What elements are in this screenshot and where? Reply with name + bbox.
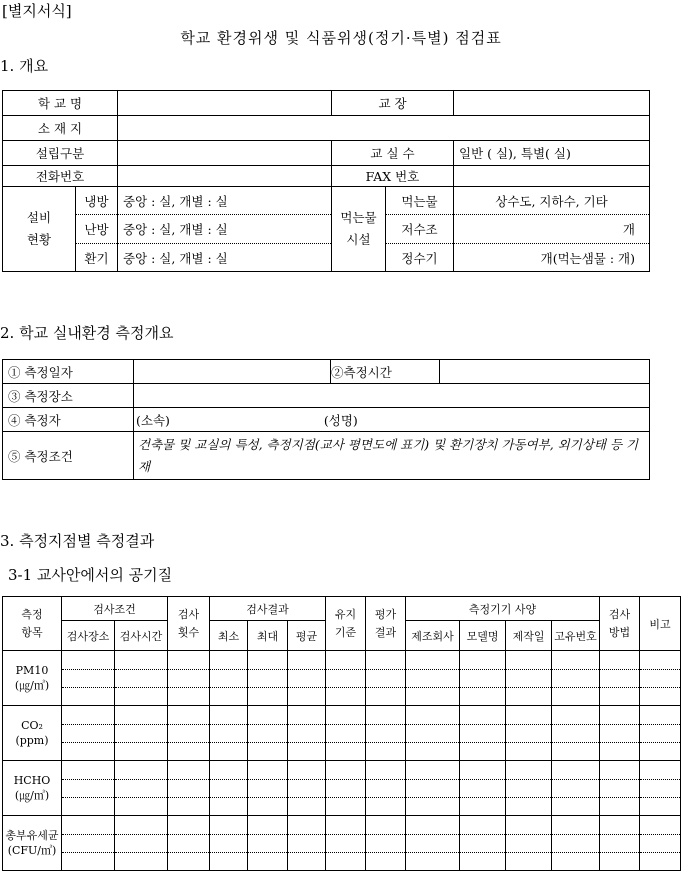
table-cell[interactable] <box>248 725 288 743</box>
table-row <box>3 835 681 853</box>
affiliation-label: (소속) <box>136 412 170 428</box>
col-place: 검사장소 <box>62 621 115 651</box>
table-cell[interactable] <box>326 853 366 871</box>
table-cell[interactable] <box>506 853 552 871</box>
table-cell[interactable] <box>115 780 168 798</box>
col-condition: 검사조건 <box>62 597 168 621</box>
table-cell[interactable] <box>552 725 600 743</box>
table-cell[interactable] <box>326 835 366 853</box>
table-cell[interactable] <box>326 706 366 725</box>
col-note: 비고 <box>640 597 681 651</box>
table-cell[interactable] <box>460 706 506 725</box>
table-row <box>3 706 681 725</box>
table-cell[interactable] <box>406 651 460 670</box>
table-cell[interactable] <box>506 725 552 743</box>
item-name: 총부유세균 <box>5 829 59 842</box>
table-cell[interactable] <box>640 761 681 780</box>
facility-label <box>3 187 76 272</box>
table-cell[interactable] <box>366 853 406 871</box>
table-cell[interactable] <box>288 853 326 871</box>
table-row <box>3 798 681 816</box>
table-cell[interactable] <box>506 670 552 688</box>
measurement-overview-table <box>2 359 650 480</box>
table-cell[interactable] <box>62 670 115 688</box>
table-cell[interactable] <box>168 798 210 816</box>
table-cell[interactable] <box>460 798 506 816</box>
phone-value[interactable] <box>118 166 332 187</box>
table-cell[interactable] <box>600 798 640 816</box>
table-cell[interactable] <box>248 651 288 670</box>
table-cell[interactable] <box>366 743 406 761</box>
table-cell[interactable] <box>460 743 506 761</box>
table-cell[interactable] <box>552 743 600 761</box>
table-cell[interactable] <box>600 688 640 706</box>
table-cell[interactable] <box>640 670 681 688</box>
purifier-label: 정수기 <box>386 244 454 272</box>
table-cell[interactable] <box>326 798 366 816</box>
table-cell[interactable] <box>248 761 288 780</box>
table-cell[interactable] <box>460 761 506 780</box>
table-cell[interactable] <box>552 761 600 780</box>
col-count: 검사 횟수 <box>168 597 210 651</box>
table-cell[interactable] <box>115 853 168 871</box>
table-cell[interactable] <box>506 761 552 780</box>
table-cell[interactable] <box>326 761 366 780</box>
table-cell[interactable] <box>210 670 248 688</box>
item-name: PM10 <box>15 664 49 677</box>
person-label: ④ 측정자 <box>3 408 134 432</box>
col-model: 모델명 <box>460 621 506 651</box>
table-cell[interactable] <box>506 651 552 670</box>
table-cell[interactable] <box>506 706 552 725</box>
table-cell[interactable] <box>288 835 326 853</box>
table-cell[interactable] <box>600 853 640 871</box>
table-cell[interactable] <box>210 761 248 780</box>
col-max: 최대 <box>248 621 288 651</box>
col-eval: 평가 결과 <box>366 597 406 651</box>
table-cell[interactable] <box>248 816 288 835</box>
item-unit: (CFU/㎥) <box>7 844 57 857</box>
table-row <box>3 761 681 780</box>
table-cell[interactable] <box>406 725 460 743</box>
table-cell[interactable] <box>210 743 248 761</box>
table-cell[interactable] <box>366 816 406 835</box>
table-cell[interactable] <box>210 688 248 706</box>
table-cell[interactable] <box>600 816 640 835</box>
table-cell[interactable] <box>168 706 210 725</box>
table-cell[interactable] <box>326 688 366 706</box>
table-cell[interactable] <box>210 780 248 798</box>
table-cell[interactable] <box>406 706 460 725</box>
table-cell[interactable] <box>326 725 366 743</box>
section1-heading: 1. 개요 <box>0 57 49 75</box>
table-cell[interactable] <box>406 835 460 853</box>
table-cell[interactable] <box>210 798 248 816</box>
table-cell[interactable] <box>248 835 288 853</box>
principal-label: 교 장 <box>332 91 454 116</box>
table-cell[interactable] <box>460 725 506 743</box>
table-cell[interactable] <box>62 725 115 743</box>
table-cell[interactable] <box>210 651 248 670</box>
col-serial: 고유번호 <box>552 621 600 651</box>
col-year: 제작일 <box>506 621 552 651</box>
table-cell[interactable] <box>326 651 366 670</box>
table-row <box>3 651 681 670</box>
table-cell[interactable] <box>600 670 640 688</box>
phone-label: 전화번호 <box>3 166 118 187</box>
table-cell[interactable] <box>62 706 115 725</box>
item-unit: (㎍/㎥) <box>14 679 50 692</box>
table-cell[interactable] <box>506 780 552 798</box>
col-maker: 제조회사 <box>406 621 460 651</box>
table-cell[interactable] <box>640 743 681 761</box>
table-cell[interactable] <box>115 835 168 853</box>
type-value[interactable] <box>118 141 332 166</box>
purifier-value[interactable]: 개(먹는샘물 : 개) <box>454 244 650 272</box>
table-cell[interactable] <box>62 835 115 853</box>
table-cell[interactable] <box>288 798 326 816</box>
col-item: 측정 항목 <box>3 597 62 651</box>
table-row <box>3 688 681 706</box>
condition-label: ⑤ 측정조건 <box>3 432 134 480</box>
col-min: 최소 <box>210 621 248 651</box>
table-cell[interactable] <box>552 670 600 688</box>
table-cell[interactable] <box>168 688 210 706</box>
table-cell[interactable] <box>115 651 168 670</box>
table-cell[interactable] <box>600 780 640 798</box>
fax-value[interactable] <box>454 166 650 187</box>
table-row <box>3 816 681 835</box>
table-cell[interactable] <box>552 816 600 835</box>
table-cell[interactable] <box>406 816 460 835</box>
table-cell[interactable] <box>288 688 326 706</box>
table-cell[interactable] <box>406 670 460 688</box>
table-cell[interactable] <box>600 651 640 670</box>
table-cell[interactable] <box>168 761 210 780</box>
table-cell[interactable] <box>600 835 640 853</box>
table-cell[interactable] <box>552 688 600 706</box>
table-cell[interactable] <box>210 706 248 725</box>
water-facility-label <box>332 187 386 272</box>
water-facility-label-line1: 먹는물 <box>340 210 377 225</box>
table-cell[interactable] <box>168 743 210 761</box>
location-value[interactable] <box>118 116 650 141</box>
table-cell[interactable] <box>326 743 366 761</box>
table-cell[interactable] <box>552 706 600 725</box>
heating-value[interactable]: 중앙 : 실, 개별 : 실 <box>118 215 332 244</box>
table-cell[interactable] <box>326 780 366 798</box>
table-cell[interactable] <box>115 798 168 816</box>
table-cell[interactable] <box>366 761 406 780</box>
table-cell[interactable] <box>288 761 326 780</box>
col-standard: 유지 기준 <box>326 597 366 651</box>
place-value[interactable] <box>134 384 650 408</box>
person-value[interactable] <box>134 408 650 432</box>
section2-heading: 2. 학교 실내환경 측정개요 <box>0 324 174 342</box>
table-cell[interactable] <box>115 816 168 835</box>
item-label <box>3 651 62 706</box>
table-cell[interactable] <box>552 853 600 871</box>
drinking-water-value[interactable]: 상수도, 지하수, 기타 <box>454 187 650 215</box>
classroom-count-value[interactable]: 일반 ( 실), 특별( 실) <box>454 141 650 166</box>
table-row <box>3 780 681 798</box>
type-label: 설립구분 <box>3 141 118 166</box>
table-cell[interactable] <box>115 688 168 706</box>
air-quality-table <box>2 596 681 871</box>
section3-subheading: 3-1 교사안에서의 공기질 <box>8 566 173 584</box>
table-cell[interactable] <box>288 706 326 725</box>
table-cell[interactable] <box>288 725 326 743</box>
col-avg: 평균 <box>288 621 326 651</box>
table-cell[interactable] <box>248 853 288 871</box>
table-cell[interactable] <box>640 688 681 706</box>
table-cell[interactable] <box>640 853 681 871</box>
table-cell[interactable] <box>115 670 168 688</box>
table-cell[interactable] <box>366 706 406 725</box>
table-cell[interactable] <box>552 835 600 853</box>
table-cell[interactable] <box>552 651 600 670</box>
table-cell[interactable] <box>168 835 210 853</box>
time-label: ②측정시간 <box>331 360 440 384</box>
table-cell[interactable] <box>115 761 168 780</box>
table-cell[interactable] <box>640 835 681 853</box>
table-row <box>3 853 681 871</box>
item-rows <box>3 651 681 871</box>
table-cell[interactable] <box>460 688 506 706</box>
water-facility-label-line2: 시설 <box>346 232 371 247</box>
table-cell[interactable] <box>406 780 460 798</box>
table-cell[interactable] <box>168 670 210 688</box>
item-name: HCHO <box>13 774 51 787</box>
item-label <box>3 816 62 871</box>
date-label: ① 측정일자 <box>3 360 134 384</box>
school-name-label: 학 교 명 <box>3 91 118 116</box>
table-cell[interactable] <box>506 835 552 853</box>
table-cell[interactable] <box>406 761 460 780</box>
table-cell[interactable] <box>62 816 115 835</box>
table-cell[interactable] <box>248 798 288 816</box>
table-cell[interactable] <box>406 688 460 706</box>
table-cell[interactable] <box>600 743 640 761</box>
facility-label-line2: 현황 <box>26 232 52 247</box>
table-cell[interactable] <box>288 780 326 798</box>
table-cell[interactable] <box>406 853 460 871</box>
table-cell[interactable] <box>248 706 288 725</box>
table-cell[interactable] <box>62 651 115 670</box>
time-value[interactable] <box>440 360 650 384</box>
table-cell[interactable] <box>168 651 210 670</box>
table-cell[interactable] <box>248 780 288 798</box>
table-cell[interactable] <box>210 725 248 743</box>
table-cell[interactable] <box>168 853 210 871</box>
table-cell[interactable] <box>640 780 681 798</box>
table-cell[interactable] <box>640 725 681 743</box>
table-row <box>3 670 681 688</box>
name-label: (성명) <box>323 412 358 428</box>
condition-value[interactable]: 건축물 및 교실의 특성, 측정지점(교사 평면도에 표기) 및 환기장치 가동여부, 외기상태 등 기재 <box>134 432 650 480</box>
table-cell[interactable] <box>62 853 115 871</box>
school-name-value[interactable] <box>118 91 332 116</box>
drinking-water-label: 먹는물 <box>386 187 454 215</box>
table-cell[interactable] <box>366 670 406 688</box>
table-cell[interactable] <box>62 743 115 761</box>
place-label: ③ 측정장소 <box>3 384 134 408</box>
facility-label-line1: 설비 <box>26 210 52 225</box>
table-cell[interactable] <box>366 780 406 798</box>
table-cell[interactable] <box>288 651 326 670</box>
table-cell[interactable] <box>506 743 552 761</box>
table-cell[interactable] <box>248 688 288 706</box>
ventilation-label: 환기 <box>76 244 118 272</box>
table-cell[interactable] <box>600 725 640 743</box>
table-cell[interactable] <box>115 743 168 761</box>
table-cell[interactable] <box>62 688 115 706</box>
tank-label: 저수조 <box>386 215 454 244</box>
table-cell[interactable] <box>326 670 366 688</box>
table-cell[interactable] <box>366 688 406 706</box>
table-cell[interactable] <box>640 816 681 835</box>
table-cell[interactable] <box>168 816 210 835</box>
location-label: 소 재 지 <box>3 116 118 141</box>
table-cell[interactable] <box>248 743 288 761</box>
table-cell[interactable] <box>366 651 406 670</box>
table-cell[interactable] <box>288 816 326 835</box>
table-cell[interactable] <box>366 798 406 816</box>
table-cell[interactable] <box>288 670 326 688</box>
table-cell[interactable] <box>210 835 248 853</box>
section3-heading: 3. 측정지점별 측정결과 <box>0 532 155 550</box>
table-cell[interactable] <box>168 780 210 798</box>
table-cell[interactable] <box>115 725 168 743</box>
table-cell[interactable] <box>326 816 366 835</box>
col-result: 검사결과 <box>210 597 326 621</box>
table-cell[interactable] <box>366 725 406 743</box>
heating-label: 난방 <box>76 215 118 244</box>
table-cell[interactable] <box>210 853 248 871</box>
col-method: 검사 방법 <box>600 597 640 651</box>
document-title: 학교 환경위생 및 식품위생(정기·특별) 점검표 <box>180 29 502 47</box>
table-cell[interactable] <box>640 651 681 670</box>
table-cell[interactable] <box>62 798 115 816</box>
cooling-label: 냉방 <box>76 187 118 215</box>
item-label <box>3 761 62 816</box>
item-unit: (㎍/㎥) <box>14 789 50 802</box>
classroom-count-label: 교 실 수 <box>332 141 454 166</box>
cooling-value[interactable]: 중앙 : 실, 개별 : 실 <box>118 187 332 215</box>
table-cell[interactable] <box>406 743 460 761</box>
table-cell[interactable] <box>210 816 248 835</box>
table-cell[interactable] <box>506 688 552 706</box>
table-cell[interactable] <box>552 798 600 816</box>
table-row <box>3 725 681 743</box>
table-row <box>3 743 681 761</box>
table-cell[interactable] <box>460 835 506 853</box>
table-cell[interactable] <box>366 835 406 853</box>
table-cell[interactable] <box>600 706 640 725</box>
table-cell[interactable] <box>406 798 460 816</box>
table-cell[interactable] <box>600 761 640 780</box>
table-cell[interactable] <box>460 670 506 688</box>
table-cell[interactable] <box>248 670 288 688</box>
table-cell[interactable] <box>288 743 326 761</box>
table-cell[interactable] <box>460 780 506 798</box>
item-name: CO₂ <box>21 719 43 732</box>
table-cell[interactable] <box>460 853 506 871</box>
table-cell[interactable] <box>460 651 506 670</box>
table-cell[interactable] <box>460 816 506 835</box>
principal-value[interactable] <box>454 91 650 116</box>
table-cell[interactable] <box>506 798 552 816</box>
table-cell[interactable] <box>506 816 552 835</box>
table-cell[interactable] <box>640 706 681 725</box>
ventilation-value[interactable]: 중앙 : 실, 개별 : 실 <box>118 244 332 272</box>
table-cell[interactable] <box>62 780 115 798</box>
table-cell[interactable] <box>640 798 681 816</box>
date-value[interactable] <box>134 360 331 384</box>
table-cell[interactable] <box>168 725 210 743</box>
form-tag: [별지서식] <box>2 2 72 20</box>
table-cell[interactable] <box>62 761 115 780</box>
table-cell[interactable] <box>115 706 168 725</box>
overview-table <box>2 90 650 272</box>
col-device: 측정기기 사양 <box>406 597 600 621</box>
col-time: 검사시간 <box>115 621 168 651</box>
item-label <box>3 706 62 761</box>
item-unit: (ppm) <box>15 734 49 747</box>
tank-value[interactable]: 개 <box>454 215 650 244</box>
fax-label: FAX 번호 <box>332 166 454 187</box>
table-cell[interactable] <box>552 780 600 798</box>
